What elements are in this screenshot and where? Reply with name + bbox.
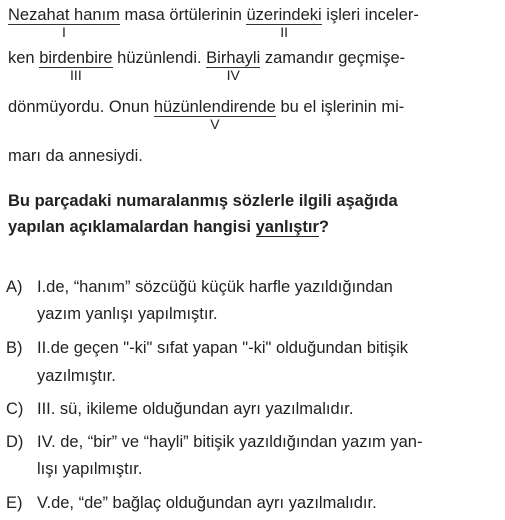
option-text: II.de geçen "-ki" sıfat yapan "-ki" olduğundan bitişik: [37, 339, 409, 357]
roman-numeral-5: V: [210, 116, 220, 132]
underlined-word-5: hüzünlendirende V: [153, 98, 276, 132]
roman-numeral-1: I: [62, 24, 66, 40]
question-line-2: yapılan açıklamalardan hangisi yanlıştır?: [8, 218, 329, 236]
underlined-word-2: üzerindeki II: [246, 6, 322, 40]
passage-text: ken: [8, 49, 40, 67]
option-letter: A): [6, 278, 23, 296]
option-text: III. sü, ikileme olduğundan ayrı yazılmalıdır.: [37, 400, 354, 418]
passage-text: bu el işlerinin mi-: [275, 98, 405, 116]
passage-line-1: [8, 5, 419, 40]
roman-numeral-3: III: [70, 67, 82, 83]
roman-numeral-4: IV: [226, 67, 240, 83]
roman-numeral-2: II: [280, 24, 288, 40]
underlined-word-4: Birhayli IV: [206, 49, 261, 83]
option-text: yazım yanlışı yapılmıştır.: [37, 305, 218, 323]
option-letter: D): [6, 433, 24, 451]
passage-text: masa örtülerinin: [119, 6, 247, 24]
underlined-word-1: Nezahat hanım I: [8, 6, 120, 40]
option-letter: C): [6, 400, 24, 418]
option-letter: E): [6, 494, 23, 512]
option-text: lışı yapılmıştır.: [37, 460, 143, 478]
underlined-word-3: birdenbire III: [39, 49, 113, 83]
option-letter: B): [6, 339, 23, 357]
emphasis-word: yanlıştır: [255, 218, 319, 236]
option-text: IV. de, “bir” ve “hayli” bitişik yazıldığından yazım yan-: [37, 433, 423, 451]
question-line-1: Bu parçadaki numaralanmış sözlerle ilgili aşağıda: [8, 192, 398, 210]
passage-text: hüzünlendi.: [112, 49, 207, 67]
passage-text: dönmüyordu. Onun: [8, 98, 154, 116]
passage-line-2: [8, 48, 406, 83]
option-text: yazılmıştır.: [37, 367, 116, 385]
passage-line-4: marı da annesiydi.: [8, 147, 143, 165]
passage-text: zamandır geçmişe-: [260, 49, 406, 67]
option-text: I.de, “hanım” sözcüğü küçük harfle yazıldığından: [37, 278, 393, 296]
passage-line-3: [8, 97, 405, 132]
passage-text: işleri inceler-: [321, 6, 419, 24]
option-text: V.de, “de” bağlaç olduğundan ayrı yazılmalıdır.: [37, 494, 377, 512]
